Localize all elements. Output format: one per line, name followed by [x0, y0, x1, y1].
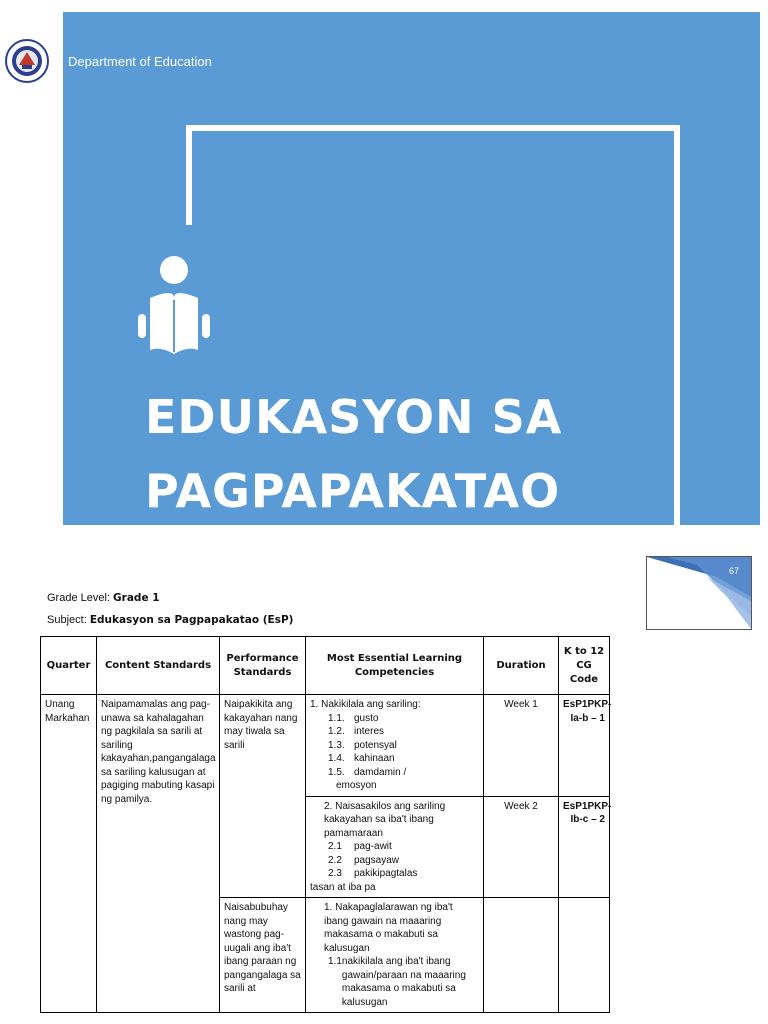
competency-cell	[306, 898, 484, 1013]
table-row	[41, 695, 610, 797]
competency-item: 2.3 pakikipagtalas	[328, 868, 418, 879]
page-number: 67	[728, 566, 739, 576]
cover-slide	[59, 12, 760, 525]
cg-code-cell: EsP1PKP-Ib-c – 2	[559, 796, 610, 898]
cg-code-cell: EsP1PKP-Ia-b – 1	[559, 695, 610, 797]
frame-left-line	[186, 125, 192, 225]
competency-cell	[306, 796, 484, 898]
grade-level-value: Grade 1	[113, 592, 160, 604]
header-quarter: Quarter	[41, 637, 97, 695]
frame-right-line	[674, 125, 680, 525]
duration-cell: Week 1	[484, 695, 559, 797]
duration-cell	[484, 898, 559, 1013]
competency-item: 1.3. potensyal	[328, 739, 397, 751]
grade-level-label: Grade Level:	[47, 592, 110, 604]
content-standard-cell: Naipamamalas ang pag-unawa sa kahalagahan ng pagkilala sa sarili at sariling kakayahan,pangangalaga sa sariling kalusugan at pagiging mabuting kasapi ng pamilya.	[97, 695, 220, 1013]
competency-item: 1.5. damdamin /	[328, 766, 407, 778]
performance-standard-cell: Naipakikita ang kakayahan nang may tiwala sa sarili	[220, 695, 306, 898]
competency-title: 1. Nakikilala ang sariling:	[310, 699, 421, 710]
subject-line	[47, 614, 293, 626]
competency-tail: emosyon	[336, 780, 377, 791]
quarter-cell: Unang Markahan	[41, 695, 97, 1013]
deped-seal-icon	[5, 30, 49, 92]
department-label: Department of Education	[68, 54, 212, 69]
grade-level-line	[47, 592, 160, 604]
competency-cell	[306, 695, 484, 797]
competency-item: 2.1 pag-awit	[328, 841, 392, 852]
competency-item: 1.4. kahinaan	[328, 753, 395, 764]
curriculum-table	[40, 636, 610, 1013]
header-duration: Duration	[484, 637, 559, 695]
competency-title: 2. Naisasakilos ang sariling kakayahan sa iba't ibang pamamaraan	[324, 800, 446, 839]
header-cg-code: K to 12 CG Code	[559, 637, 610, 695]
cover-title-line-2: PAGPAPAKATAO	[145, 464, 561, 518]
duration-cell: Week 2	[484, 796, 559, 898]
performance-standard-cell: Naisabubuhay nang may wastong pag-uugali ang iba't ibang paraan ng pangangalaga sa sarili at	[220, 898, 306, 1013]
subject-value: Edukasyon sa Pagpapakatao (EsP)	[89, 614, 294, 626]
person-reading-icon	[136, 254, 216, 358]
cg-code-cell	[559, 898, 610, 1013]
header-competencies: Most Essential Learning Competencies	[306, 637, 484, 695]
competency-item: 1.1. gusto	[328, 712, 379, 724]
header-performance-standards: Performance Standards	[220, 637, 306, 695]
competency-title: 1. Nakapaglalarawan ng iba't ibang gawain na maaaring makasama o makabuti sa kalusugan	[324, 902, 453, 954]
cover-title-line-1: EDUKASYON SA	[145, 390, 563, 444]
subject-label: Subject:	[47, 614, 87, 626]
slide-thumbnail[interactable]	[646, 556, 752, 630]
competency-item: 1.1 nakikilala ang iba't ibang gawain/paraan na maaaring makasama o makabuti sa kalusugan	[328, 956, 466, 1008]
competency-item: 2.2 pagsayaw	[328, 854, 400, 866]
cover-divider	[59, 12, 63, 525]
competency-item: 1.2. interes	[328, 726, 385, 737]
header-content-standards: Content Standards	[97, 637, 220, 695]
frame-top-line	[186, 125, 680, 131]
competency-tail: tasan at iba pa	[310, 881, 376, 893]
table-header-row	[41, 637, 610, 695]
